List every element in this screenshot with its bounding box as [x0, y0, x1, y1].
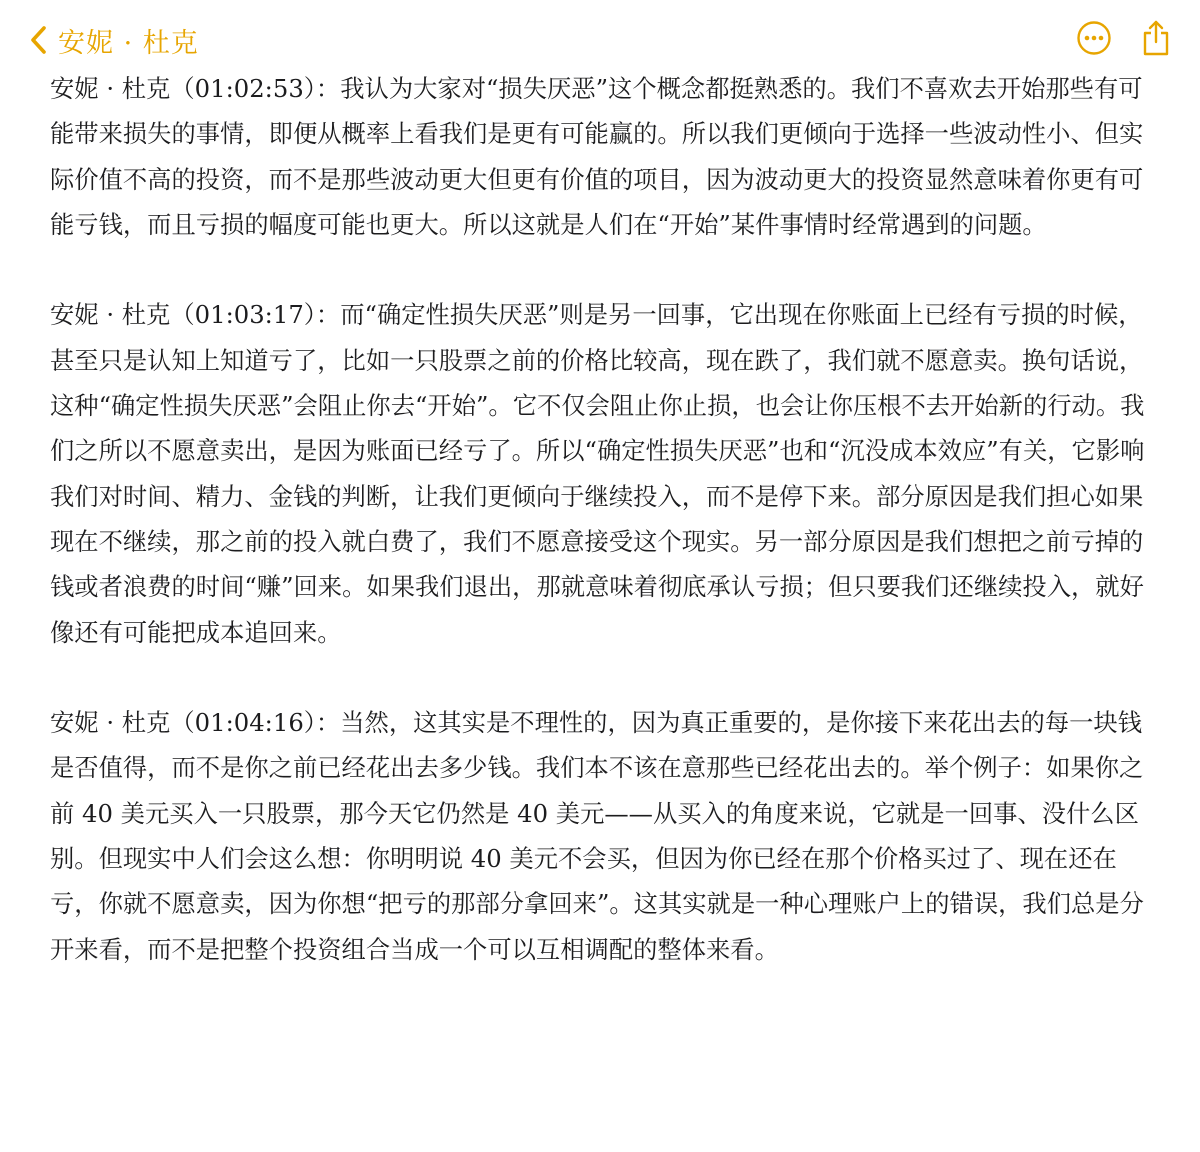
note-paragraph: 安妮 · 杜克（01:02:53）：我认为大家对“损失厌恶”这个概念都挺熟悉的。我们不喜欢去开始那些有可能带来损失的事情，即便从概率上看我们是更有可能赢的。所以我们更倾向于选择一些波动性小、但实际价值不高的投资，而不是那些波动更大但更有价值的项目，因为波动更大的投资显然意味着你更有可能亏钱，而且亏损的幅度可能也更大。所以这就是人们在“开始”某件事情时经常遇到的问题。: [50, 74, 1144, 239]
note-body[interactable]: [50, 66, 1150, 1017]
more-circle-icon: [1076, 20, 1112, 60]
note-paragraph: 安妮 · 杜克（01:03:17）：而“确定性损失厌恶”则是另一回事，它出现在你账面上已经有亏损的时候，甚至只是认知上知道亏了，比如一只股票之前的价格比较高，现在跌了，我们就不愿意卖。换句话说，这种“确定性损失厌恶”会阻止你去“开始”。它不仅会阻止你止损，也会让你压根不去开始新的行动。我们之所以不愿意卖出，是因为账面已经亏了。所以“确定性损失厌恶”也和“沉没成本效应”有关，它影响我们对时间、精力、金钱的判断，让我们更倾向于继续投入，而不是停下来。部分原因是我们担心如果现在不继续，那之前的投入就白费了，我们不愿意接受这个现实。另一部分原因是我们想把之前亏掉的钱或者浪费的时间“赚”回来。如果我们退出，那就意味着彻底承认亏损；但只要我们还继续投入，就好像还有可能把成本追回来。: [50, 300, 1145, 647]
back-button[interactable]: [30, 18, 199, 62]
chevron-left-icon: [30, 25, 48, 55]
share-icon: [1141, 19, 1171, 61]
back-label: 安妮 · 杜克: [58, 27, 199, 59]
share-button[interactable]: [1134, 18, 1178, 62]
more-button[interactable]: [1072, 18, 1116, 62]
note-paragraph: 安妮 · 杜克（01:04:16）：当然，这其实是不理性的，因为真正重要的，是你接下来花出去的每一块钱是否值得，而不是你之前已经花出去多少钱。我们本不该在意那些已经花出去的。举个例子：如果你之前 40 美元买入一只股票，那今天它仍然是 40 美元——从买入的角度来说，它就是一回事、没什么区别。但现实中人们会这么想：你明明说 40 美元不会买，但因为你已经在那个价格买过了、现在还在亏，你就不愿意卖，因为你想“把亏的那部分拿回来”。这其实就是一种心理账户上的错误，我们总是分开来看，而不是把整个投资组合当成一个可以互相调配的整体来看。: [50, 708, 1144, 964]
